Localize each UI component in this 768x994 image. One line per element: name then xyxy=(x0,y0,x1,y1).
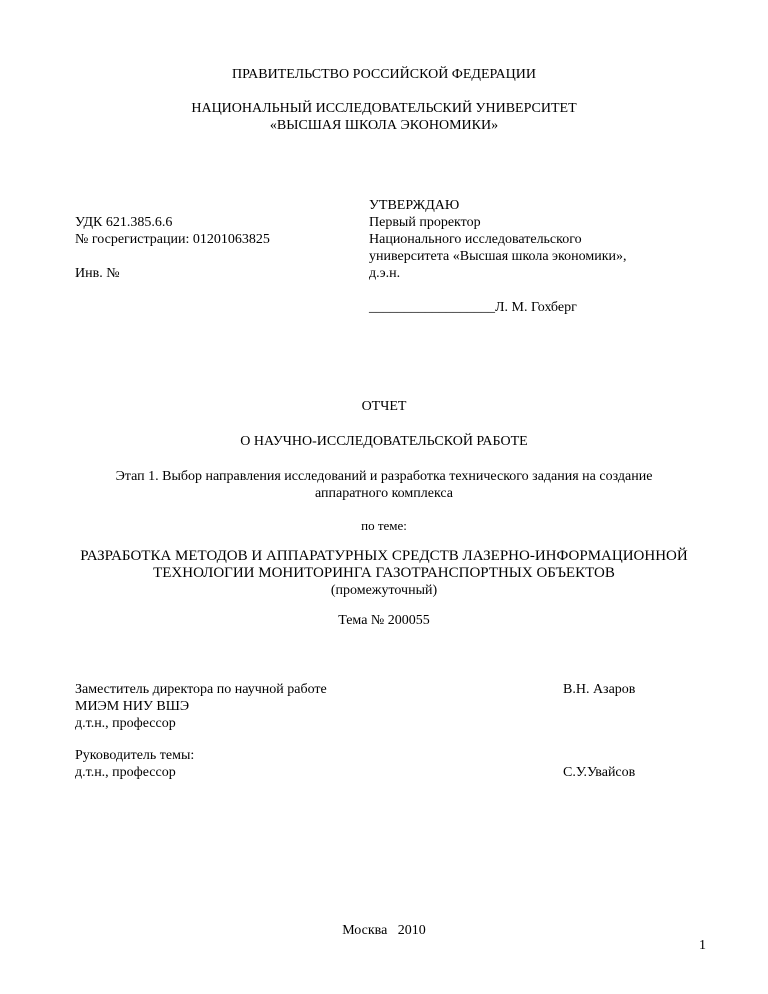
lead-name-block xyxy=(563,764,635,781)
theme-number: Тема № 200055 xyxy=(338,613,430,628)
city-year-block xyxy=(0,888,768,956)
topic-block xyxy=(0,548,768,599)
approval-org-line2: университета «Высшая школа экономики», xyxy=(369,249,627,264)
report-subtitle: О НАУЧНО-ИССЛЕДОВАТЕЛЬСКОЙ РАБОТЕ xyxy=(240,434,528,449)
report-subtitle-block xyxy=(0,433,768,450)
topic-note: (промежуточный) xyxy=(330,583,438,598)
deputy-position: Заместитель директора по научной работе xyxy=(75,682,327,697)
report-title-block xyxy=(0,398,768,415)
city-year: Москва 2010 xyxy=(342,923,426,938)
lead-position: Руководитель темы: xyxy=(75,748,195,763)
registry-block xyxy=(75,214,270,282)
topic-label-block xyxy=(0,517,768,534)
deputy-name: В.Н. Азаров xyxy=(563,682,636,697)
page-number-block xyxy=(699,937,706,954)
approval-org-line1: Национального исследовательского xyxy=(369,232,582,247)
lead-block xyxy=(75,747,194,781)
government-title: ПРАВИТЕЛЬСТВО РОССИЙСКОЙ ФЕДЕРАЦИИ xyxy=(232,67,536,82)
inventory-number: Инв. № xyxy=(75,266,120,281)
deputy-degree: д.т.н., профессор xyxy=(75,716,176,731)
header-university xyxy=(0,100,768,134)
approval-block xyxy=(369,197,627,316)
report-title: ОТЧЕТ xyxy=(361,399,407,414)
topic-line2: ТЕХНОЛОГИИ МОНИТОРИНГА ГАЗОТРАНСПОРТНЫХ ОБЪЕКТОВ xyxy=(153,565,615,581)
lead-name: С.У.Увайсов xyxy=(563,765,636,780)
approval-position: Первый проректор xyxy=(369,215,481,230)
university-title-line1: НАЦИОНАЛЬНЫЙ ИССЛЕДОВАТЕЛЬСКИЙ УНИВЕРСИТЕТ xyxy=(191,101,577,116)
lead-degree: д.т.н., профессор xyxy=(75,765,176,780)
page-number: 1 xyxy=(699,938,706,953)
university-title-line2: «ВЫСШАЯ ШКОЛА ЭКОНОМИКИ» xyxy=(269,118,499,133)
state-registration: № госрегистрации: 01201063825 xyxy=(75,232,270,247)
stage-line2: аппаратного комплекса xyxy=(314,486,453,501)
udk-code: УДК 621.385.6.6 xyxy=(75,215,173,230)
deputy-org: МИЭМ НИУ ВШЭ xyxy=(75,699,190,714)
theme-number-block xyxy=(0,612,768,629)
approval-signature: __________________Л. М. Гохберг xyxy=(369,300,577,315)
deputy-block xyxy=(75,681,327,732)
topic-label: по теме: xyxy=(361,518,407,533)
header-government xyxy=(0,66,768,83)
deputy-name-block xyxy=(563,681,635,698)
topic-line1: РАЗРАБОТКА МЕТОДОВ И АППАРАТУРНЫХ СРЕДСТВ ЛАЗЕРНО-ИНФОРМАЦИОННОЙ xyxy=(80,548,688,564)
approval-degree: д.э.н. xyxy=(369,266,401,281)
stage-line1: Этап 1. Выбор направления исследований и разработка технического задания на создание xyxy=(115,469,653,484)
approval-heading: УТВЕРЖДАЮ xyxy=(369,198,460,213)
stage-block xyxy=(0,468,768,502)
